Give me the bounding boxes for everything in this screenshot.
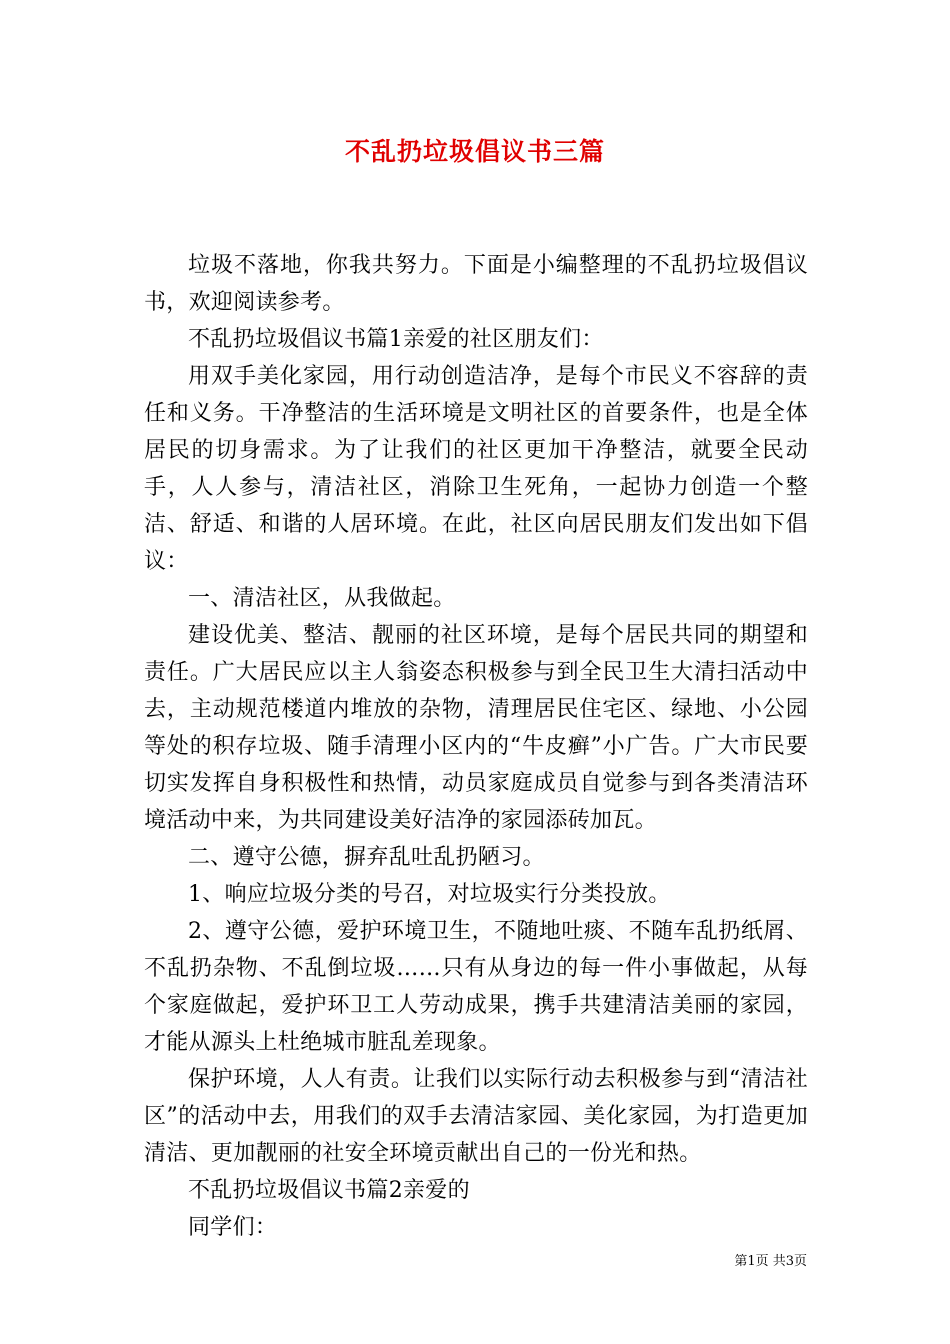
paragraph-letter1-heading: 不乱扔垃圾倡议书篇1亲爱的社区朋友们：: [188, 327, 604, 352]
paragraph-section-one-body: 建设优美、整洁、靓丽的社区环境，是每个居民共同的期望和责任。广大居民应以主人翁姿态积极参与到全民卫生大清扫活动中去，主动规范楼道内堆放的杂物，清理居民住宅区、绿地、小公园等处的积存垃圾、随手清理小区内的“牛皮癣”小广告。广大市民要切实发挥自身积极性和热情，动员家庭成员自觉参与到各类清洁环境活动中来，为共同建设美好洁净的家园添砖加瓦。: [144, 623, 808, 833]
paragraph-item-one: 1、响应垃圾分类的号召，对垃圾实行分类投放。: [188, 882, 671, 907]
paragraph-letter2-heading: 不乱扔垃圾倡议书篇2亲爱的: [188, 1178, 470, 1203]
paragraph-letter2-salutation: 同学们：: [188, 1215, 278, 1240]
document-title: 不乱扔垃圾倡议书三篇: [344, 137, 605, 166]
paragraph-item-two: 2、遵守公德，爱护环境卫生，不随地吐痰、不随车乱扔纸屑、不乱扔杂物、不乱倒垃圾……只有从身边的每一件小事做起，从每个家庭做起，爱护环卫工人劳动成果，携手共建清洁美丽的家园，才能从源头上杜绝城市脏乱差现象。: [144, 919, 808, 1055]
paragraph-letter1-opening: 用双手美化家园，用行动创造洁净，是每个市民义不容辞的责任和义务。干净整洁的生活环境是文明社区的首要条件，也是全体居民的切身需求。为了让我们的社区更加干净整洁，就要全民动手，人人参与，清洁社区，消除卫生死角，一起协力创造一个整洁、舒适、和谐的人居环境。在此，社区向居民朋友们发出如下倡议：: [144, 364, 808, 574]
paragraph-intro: 垃圾不落地，你我共努力。下面是小编整理的不乱扔垃圾倡议书，欢迎阅读参考。: [144, 253, 808, 315]
document-body: [144, 247, 808, 1246]
paragraph-section-two: 二、遵守公德，摒弃乱吐乱扔陋习。: [188, 845, 545, 870]
paragraph-section-one: 一、清洁社区，从我做起。: [188, 586, 456, 611]
paragraph-closing: 保护环境，人人有责。让我们以实际行动去积极参与到“清洁社区”的活动中去，用我们的双手去清洁家园、美化家园，为打造更加清洁、更加靓丽的社安全环境贡献出自己的一份光和热。: [144, 1067, 808, 1166]
page-number-footer: 第1页 共3页: [734, 1254, 807, 1269]
